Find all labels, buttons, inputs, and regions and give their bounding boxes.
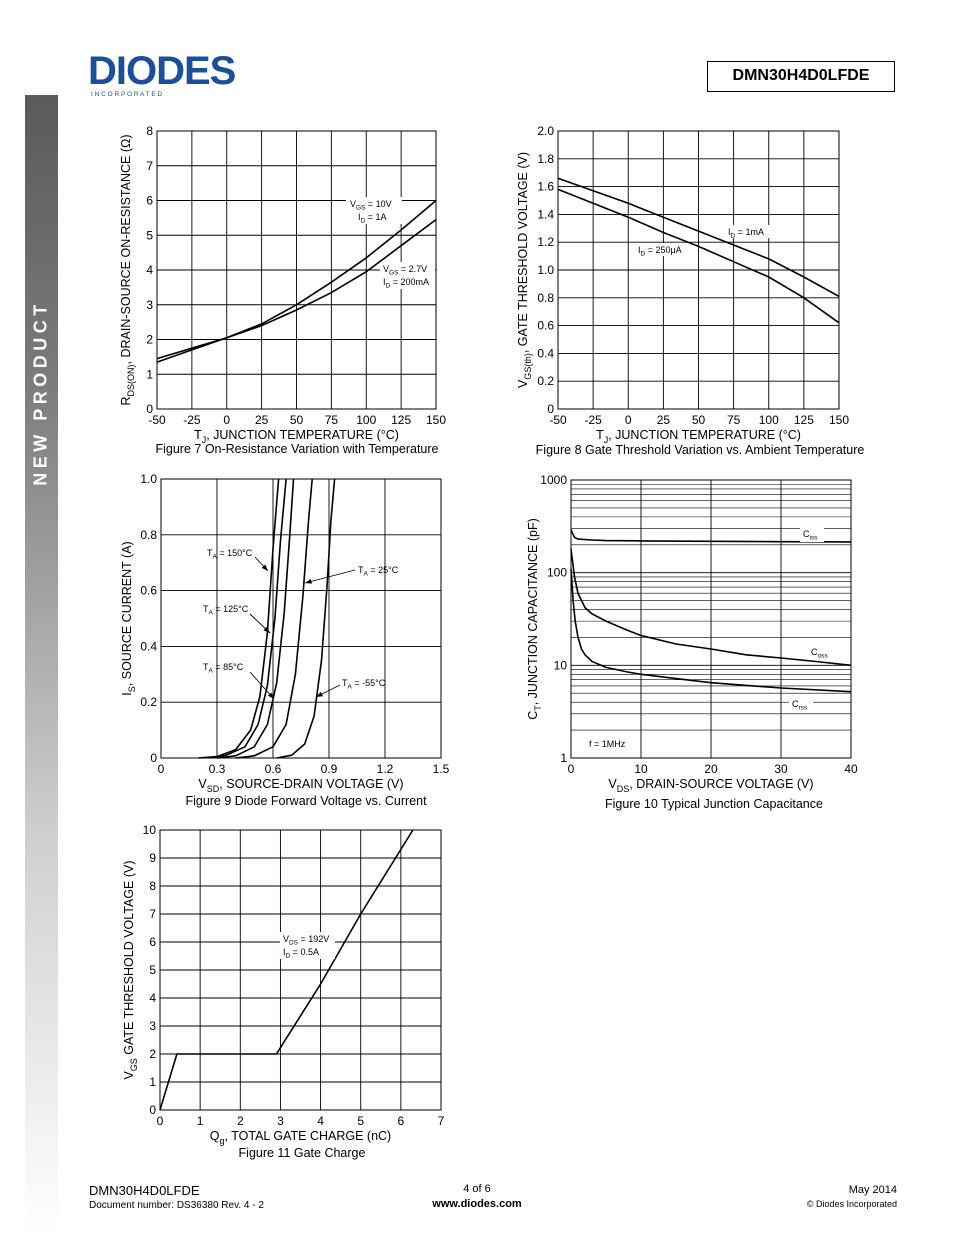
x-tick-label: 75 bbox=[726, 413, 741, 427]
logo-text: DIODES bbox=[88, 50, 236, 93]
annotation-ta-neg55c: $T_A = -55^\circ C$ bbox=[342, 678, 386, 691]
y-tick-label: 0.4 bbox=[140, 639, 157, 654]
x-tick-label: 1.2 bbox=[376, 762, 394, 776]
annotation-frequency: f = 1MHz bbox=[589, 739, 626, 749]
annotation-ta-85c: $T_A = 85^\circ C$ bbox=[203, 662, 244, 675]
figure-9-chart bbox=[120, 472, 450, 808]
footer-page-number: 4 of 6 bbox=[463, 1183, 491, 1195]
y-tick-label: 5 bbox=[146, 228, 153, 243]
y-tick-label: 0 bbox=[547, 402, 554, 416]
y-tick-label: 1 bbox=[146, 367, 153, 382]
x-tick-label: 50 bbox=[691, 413, 706, 427]
x-tick-label: 20 bbox=[704, 762, 718, 776]
y-tick-label: 1.0 bbox=[537, 263, 554, 277]
series-line-1 bbox=[198, 479, 278, 758]
annotation-id-250ua: $I_D = 250\mu A$ bbox=[638, 245, 682, 258]
figure-7-chart bbox=[119, 124, 446, 456]
y-tick-label: 2 bbox=[146, 332, 153, 347]
annotation-id-1ma: $I_D = 1mA$ bbox=[728, 227, 764, 240]
x-tick-label: -50 bbox=[549, 413, 567, 427]
y-tick-label: 0.2 bbox=[140, 695, 157, 710]
y-tick-label: 10 bbox=[553, 658, 567, 673]
annotation-ta-125c: $T_A = 125^\circ C$ bbox=[203, 604, 249, 617]
y-tick-label: 9 bbox=[149, 851, 156, 865]
part-number-box: DMN30H4D0LFDE bbox=[707, 61, 895, 92]
y-tick-label: 0.6 bbox=[537, 318, 554, 333]
footer-part-number: DMN30H4D0LFDE bbox=[89, 1183, 200, 1198]
y-tick-label: 10 bbox=[142, 823, 156, 837]
figure-caption: Figure 8 Gate Threshold Variation vs. Ambient Temperature bbox=[535, 443, 865, 457]
x-tick-label: -50 bbox=[148, 413, 166, 427]
x-tick-label: 4 bbox=[317, 1114, 324, 1128]
y-tick-label: 8 bbox=[146, 124, 153, 138]
y-axis-label: $C_T$, JUNCTION CAPACITANCE (pF) bbox=[526, 518, 543, 720]
y-tick-label: 3 bbox=[149, 1019, 156, 1033]
y-tick-label: 0.8 bbox=[537, 290, 554, 305]
x-tick-label: 0.9 bbox=[320, 762, 338, 776]
y-axis-label: $V_{GS}$ GATE THRESHOLD VOLTAGE (V) bbox=[122, 860, 139, 1080]
x-axis-label: $V_{DS}$, DRAIN-SOURCE VOLTAGE (V) bbox=[608, 777, 814, 794]
x-tick-label: 0 bbox=[223, 413, 231, 427]
y-tick-label: 7 bbox=[146, 158, 153, 173]
x-tick-label: 0.3 bbox=[208, 762, 226, 776]
y-tick-label: 1.0 bbox=[140, 472, 157, 486]
x-tick-label: 5 bbox=[357, 1114, 365, 1128]
y-tick-label: 3 bbox=[146, 297, 153, 312]
y-tick-label: 100 bbox=[546, 565, 567, 580]
x-tick-label: 100 bbox=[356, 413, 377, 427]
x-tick-label: 7 bbox=[437, 1114, 445, 1128]
y-tick-label: 1000 bbox=[540, 473, 567, 487]
x-axis-label: $T_J$, JUNCTION TEMPERATURE (°C) bbox=[596, 428, 801, 445]
footer-document-number: Document number: DS36380 Rev. 4 - 2 bbox=[89, 1200, 264, 1211]
x-tick-label: 150 bbox=[425, 413, 447, 427]
y-tick-label: 6 bbox=[149, 935, 156, 949]
y-axis-label: $V_{GS(th)}$, GATE THRESHOLD VOLTAGE (V) bbox=[516, 151, 533, 389]
x-tick-label: 6 bbox=[397, 1114, 405, 1128]
y-tick-label: 0 bbox=[150, 751, 157, 765]
x-tick-label: 125 bbox=[391, 413, 412, 427]
x-tick-label: 0 bbox=[624, 413, 632, 427]
y-tick-label: 0 bbox=[149, 1103, 156, 1117]
y-tick-label: 1 bbox=[149, 1075, 156, 1089]
x-tick-label: -25 bbox=[584, 413, 602, 427]
annotation-id-200ma: $I_D = 200mA$ bbox=[383, 277, 429, 290]
annotation-vds-192v: $V_{DS} = 192V$ bbox=[283, 934, 330, 947]
y-tick-label: 0.6 bbox=[140, 583, 157, 598]
footer-website-link[interactable]: www.diodes.com bbox=[432, 1198, 522, 1210]
y-tick-label: 1 bbox=[560, 751, 567, 765]
y-tick-label: 1.2 bbox=[537, 235, 554, 250]
y-axis-label: $I_S$, SOURCE CURRENT (A) bbox=[120, 541, 137, 696]
x-tick-label: 50 bbox=[289, 413, 304, 427]
y-tick-label: 0 bbox=[146, 402, 153, 416]
series-line-5 bbox=[277, 479, 335, 758]
x-tick-label: 100 bbox=[758, 413, 779, 427]
x-tick-label: 2 bbox=[236, 1114, 244, 1128]
series-line-2 bbox=[208, 479, 286, 758]
annotation-vgs-10v: $V_{GS} = 10V$ bbox=[350, 199, 392, 212]
annotation-vgs-2.7v: $V_{GS} = 2.7V$ bbox=[383, 264, 428, 277]
label-coss: $C_{oss}$ bbox=[811, 647, 828, 660]
x-tick-label: 75 bbox=[324, 413, 339, 427]
logo-subtext: I N C O R P O R A T E D bbox=[91, 91, 163, 98]
x-tick-label: 0 bbox=[567, 762, 575, 776]
y-tick-label: 2.0 bbox=[537, 124, 554, 138]
x-tick-label: 1.5 bbox=[432, 762, 450, 776]
annotation-ta-25c: $T_A = 25^\circ C$ bbox=[358, 565, 399, 578]
figure-caption: Figure 7 On-Resistance Variation with Temperature bbox=[155, 442, 439, 456]
figure-caption: Figure 11 Gate Charge bbox=[238, 1146, 366, 1160]
x-tick-label: -25 bbox=[183, 413, 201, 427]
sidebar-label: NEW PRODUCT bbox=[30, 300, 51, 486]
arrow-25c bbox=[305, 570, 355, 583]
annotation-id-1a: $I_D = 1A$ bbox=[358, 212, 387, 225]
footer-copyright: © Diodes Incorporated bbox=[806, 1199, 897, 1209]
footer-date: May 2014 bbox=[848, 1184, 897, 1196]
x-tick-label: 125 bbox=[793, 413, 814, 427]
y-tick-label: 6 bbox=[146, 193, 153, 208]
figure-11-chart bbox=[122, 823, 445, 1160]
x-tick-label: 25 bbox=[656, 413, 671, 427]
y-tick-label: 0.8 bbox=[140, 527, 157, 542]
y-tick-label: 4 bbox=[146, 263, 153, 277]
x-tick-label: 0.6 bbox=[264, 762, 282, 776]
y-tick-label: 5 bbox=[149, 963, 156, 977]
y-tick-label: 0.2 bbox=[537, 374, 554, 389]
x-tick-label: 1 bbox=[196, 1114, 204, 1128]
figure-8-chart bbox=[516, 124, 864, 457]
y-tick-label: 4 bbox=[149, 991, 156, 1005]
y-tick-label: 8 bbox=[149, 879, 156, 893]
figure-caption: Figure 9 Diode Forward Voltage vs. Current bbox=[185, 794, 427, 808]
arrow-25c-head bbox=[305, 579, 312, 584]
x-axis-label: $V_{SD}$, SOURCE-DRAIN VOLTAGE (V) bbox=[198, 777, 404, 794]
x-axis-label: $Q_g$, TOTAL GATE CHARGE (nC) bbox=[209, 1129, 392, 1146]
y-tick-label: 0.4 bbox=[537, 346, 554, 361]
x-tick-label: 10 bbox=[634, 762, 648, 776]
x-tick-label: 3 bbox=[277, 1114, 284, 1128]
x-tick-label: 0 bbox=[156, 1114, 164, 1128]
y-axis-label: $R_{DS(ON)}$, DRAIN-SOURCE ON-RESISTANCE (Ω) bbox=[119, 134, 136, 406]
label-ciss: $C_{iss}$ bbox=[803, 529, 818, 542]
y-tick-label: 1.6 bbox=[537, 179, 554, 194]
y-tick-label: 7 bbox=[149, 907, 156, 921]
x-tick-label: 0 bbox=[157, 762, 165, 776]
y-tick-label: 1.4 bbox=[537, 207, 554, 222]
y-tick-label: 2 bbox=[149, 1047, 156, 1061]
figure-10-chart bbox=[526, 473, 858, 811]
x-tick-label: 150 bbox=[828, 413, 850, 427]
label-crss: $C_{rss}$ bbox=[792, 699, 808, 712]
series-line-4 bbox=[236, 479, 313, 758]
annotation-ta-150c: $T_A = 150^\circ C$ bbox=[207, 548, 253, 561]
annotation-id-0.5a: $I_D = 0.5A$ bbox=[283, 947, 319, 960]
x-tick-label: 30 bbox=[774, 762, 788, 776]
x-tick-label: 25 bbox=[254, 413, 269, 427]
x-tick-label: 40 bbox=[844, 762, 858, 776]
y-tick-label: 1.8 bbox=[537, 151, 554, 166]
x-axis-label: $T_J$, JUNCTION TEMPERATURE (°C) bbox=[194, 428, 399, 445]
figure-caption: Figure 10 Typical Junction Capacitance bbox=[605, 797, 823, 811]
